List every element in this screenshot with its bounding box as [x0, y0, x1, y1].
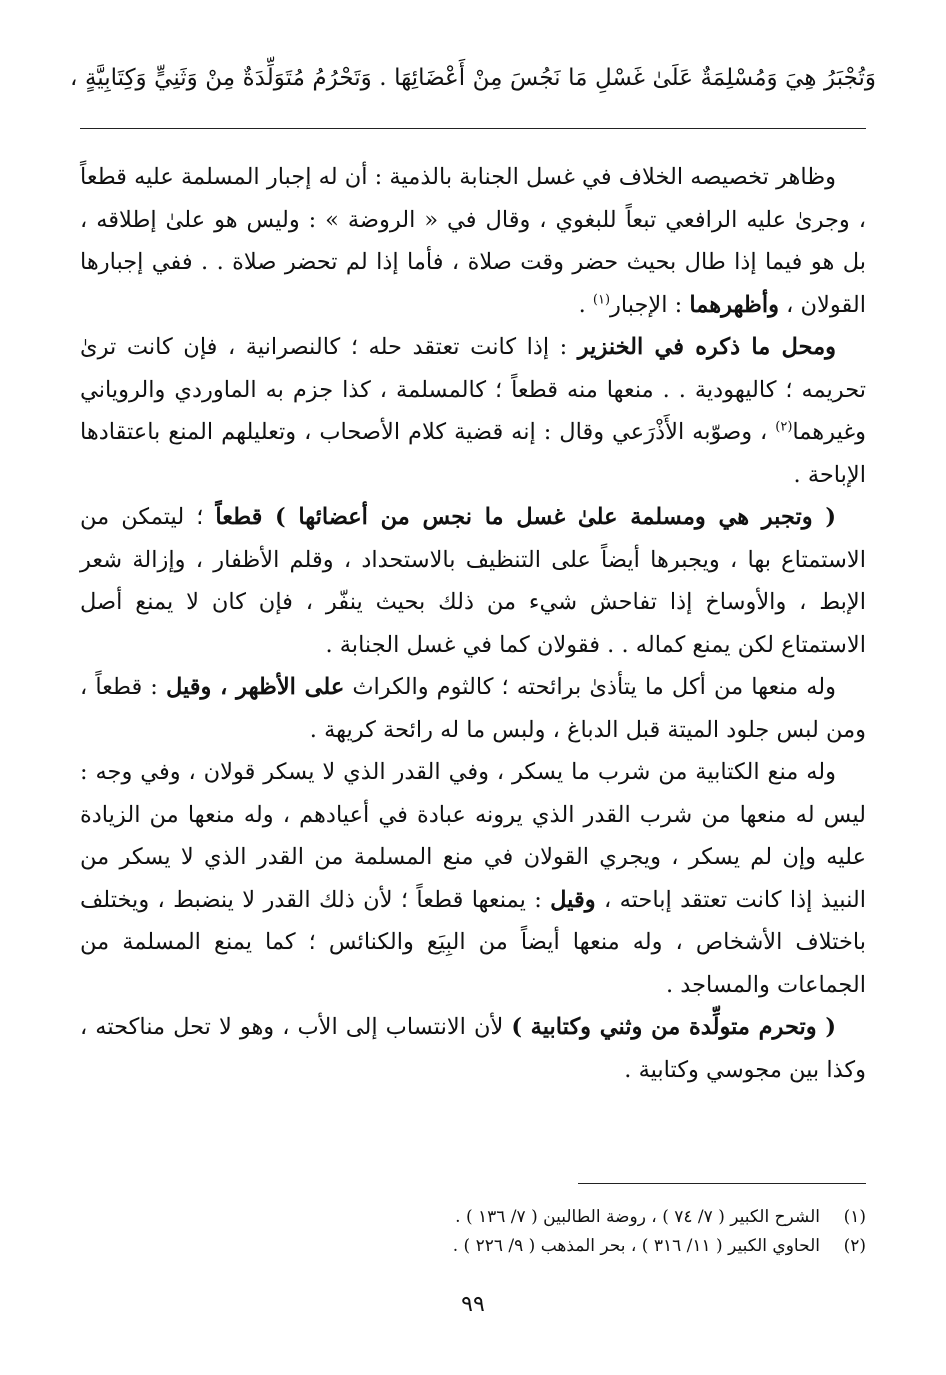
- footnote: [80, 1232, 866, 1261]
- text-run: لأن الانتساب إلى الأب ، وهو لا تحل مناكحته ، وكذا بين مجوسي وكتابية .: [80, 1014, 866, 1083]
- paragraph: [80, 496, 866, 666]
- header-divider: [80, 128, 866, 129]
- text-run: : الإجبار: [610, 291, 690, 318]
- text-run: : يمنعها قطعاً ؛ لأن ذلك القدر لا ينضبط ، ويختلف باختلاف الأشخاص ، وله منعها أيضاً من البِيَع والكنائس ؛ كما يمنع المسلمة من الجماعات والمساجد .: [80, 886, 866, 998]
- footnote-number: (١): [843, 1207, 866, 1227]
- text-run: ، وصوّبه الأَذْرَعي وقال : إنه قضية كلام الأصحاب ، وتعليلهم المنع باعتقادها الإباحة .: [80, 419, 866, 488]
- text-run: وله منع الكتابية من شرب ما يسكر ، وفي القدر الذي لا يسكر قولان ، وفي وجه : ليس له منعها من شرب القدر الذي يرونه عبادة في أعيادهم ، وله منعها من الزيادة عليه وإن لم يسكر ، ويجري القولان في منع المسلمة من القدر الذي لا يسكر من النبيذ إذا كانت تعتقد إباحته ،: [80, 759, 866, 913]
- footnote-text: الحاوي الكبير ( ١١/ ٣١٦ ) ، بحر المذهب ( ٩/ ٢٢٦ ) .: [452, 1236, 820, 1256]
- paragraph: [80, 1006, 866, 1091]
- paragraph: [80, 326, 866, 496]
- footnote-ref: (١): [592, 292, 611, 307]
- paragraph: [80, 751, 866, 1006]
- bold-text: على الأظهر ، وقيل: [165, 674, 345, 700]
- footnote-number: (٢): [843, 1236, 866, 1256]
- text-run: : قطعاً ، ومن لبس جلود الميتة قبل الدباغ ، ولبس ما له رائحة كريهة .: [80, 674, 866, 743]
- text-run: ؛ ليتمكن من الاستمتاع بها ، ويجبرها أيضاً على التنظيف بالاستحداد ، وقلم الأظفار ، وإزالة شعر الإبط ، والأوساخ إذا تفاحش شيء من ذلك بحيث ينفّر ، فإن كان لا يمنع أصل الاستمتاع لكن يمنع كماله . . فقولان كما في غسل الجنابة .: [80, 504, 866, 658]
- text-run: : إذا كانت تعتقد حله ؛ كالنصرانية ، فإن كانت ترىٰ تحريمه ؛ كاليهودية . . منعها منه قطعاً ؛ كالمسلمة ، كذا جزم به الماوردي والروياني وغيرهما: [80, 334, 866, 445]
- bold-text: ( وتحرم متولِّدة من وثني وكتابية ): [511, 1014, 836, 1040]
- footnote: [80, 1203, 866, 1232]
- footnote-ref: (٢): [775, 419, 793, 435]
- matn-header-line: وَتُجْبَرُ هِيَ وَمُسْلِمَةٌ عَلَىٰ غَسْلِ مَا نَجُسَ مِنْ أَعْضَائِهَا . وَتَحْرُمُ مُتَوَلِّدَةٌ مِنْ وَثَنِيٍّ وَكِتَابِيَّةٍ ،: [70, 65, 876, 91]
- text-run: .: [578, 291, 593, 318]
- bold-text: ومحل ما ذكره في الخنزير: [577, 334, 836, 360]
- bold-text: ( وتجبر هي ومسلمة علىٰ غسل ما نجس من أعضائها ) قطعاً: [215, 504, 836, 530]
- footnote-divider: [578, 1183, 866, 1184]
- footnote-text: الشرح الكبير ( ٧/ ٧٤ ) ، روضة الطالبين ( ٧/ ١٣٦ ) .: [455, 1207, 820, 1227]
- commentary-body: [80, 156, 866, 1091]
- bold-text: وقيل: [550, 886, 596, 913]
- footnotes: [80, 1203, 866, 1261]
- paragraph: [80, 666, 866, 751]
- page-number: ٩٩: [461, 1292, 485, 1317]
- text-run: وظاهر تخصيصه الخلاف في غسل الجنابة بالذمية : أن له إجبار المسلمة عليه قطعاً ، وجرىٰ عليه الرافعي تبعاً للبغوي ، وقال في « الروضة » : وليس هو علىٰ إطلاقه ، بل هو فيما إذا طال بحيث حضر وقت صلاة ، فأما إذا لم تحضر صلاة . . ففي إجبارها القولان ،: [80, 164, 866, 318]
- text-run: وله منعها من أكل ما يتأذىٰ برائحته ؛ كالثوم والكراث: [344, 674, 836, 700]
- paragraph: [80, 156, 866, 326]
- bold-text: وأظهرهما: [689, 291, 779, 318]
